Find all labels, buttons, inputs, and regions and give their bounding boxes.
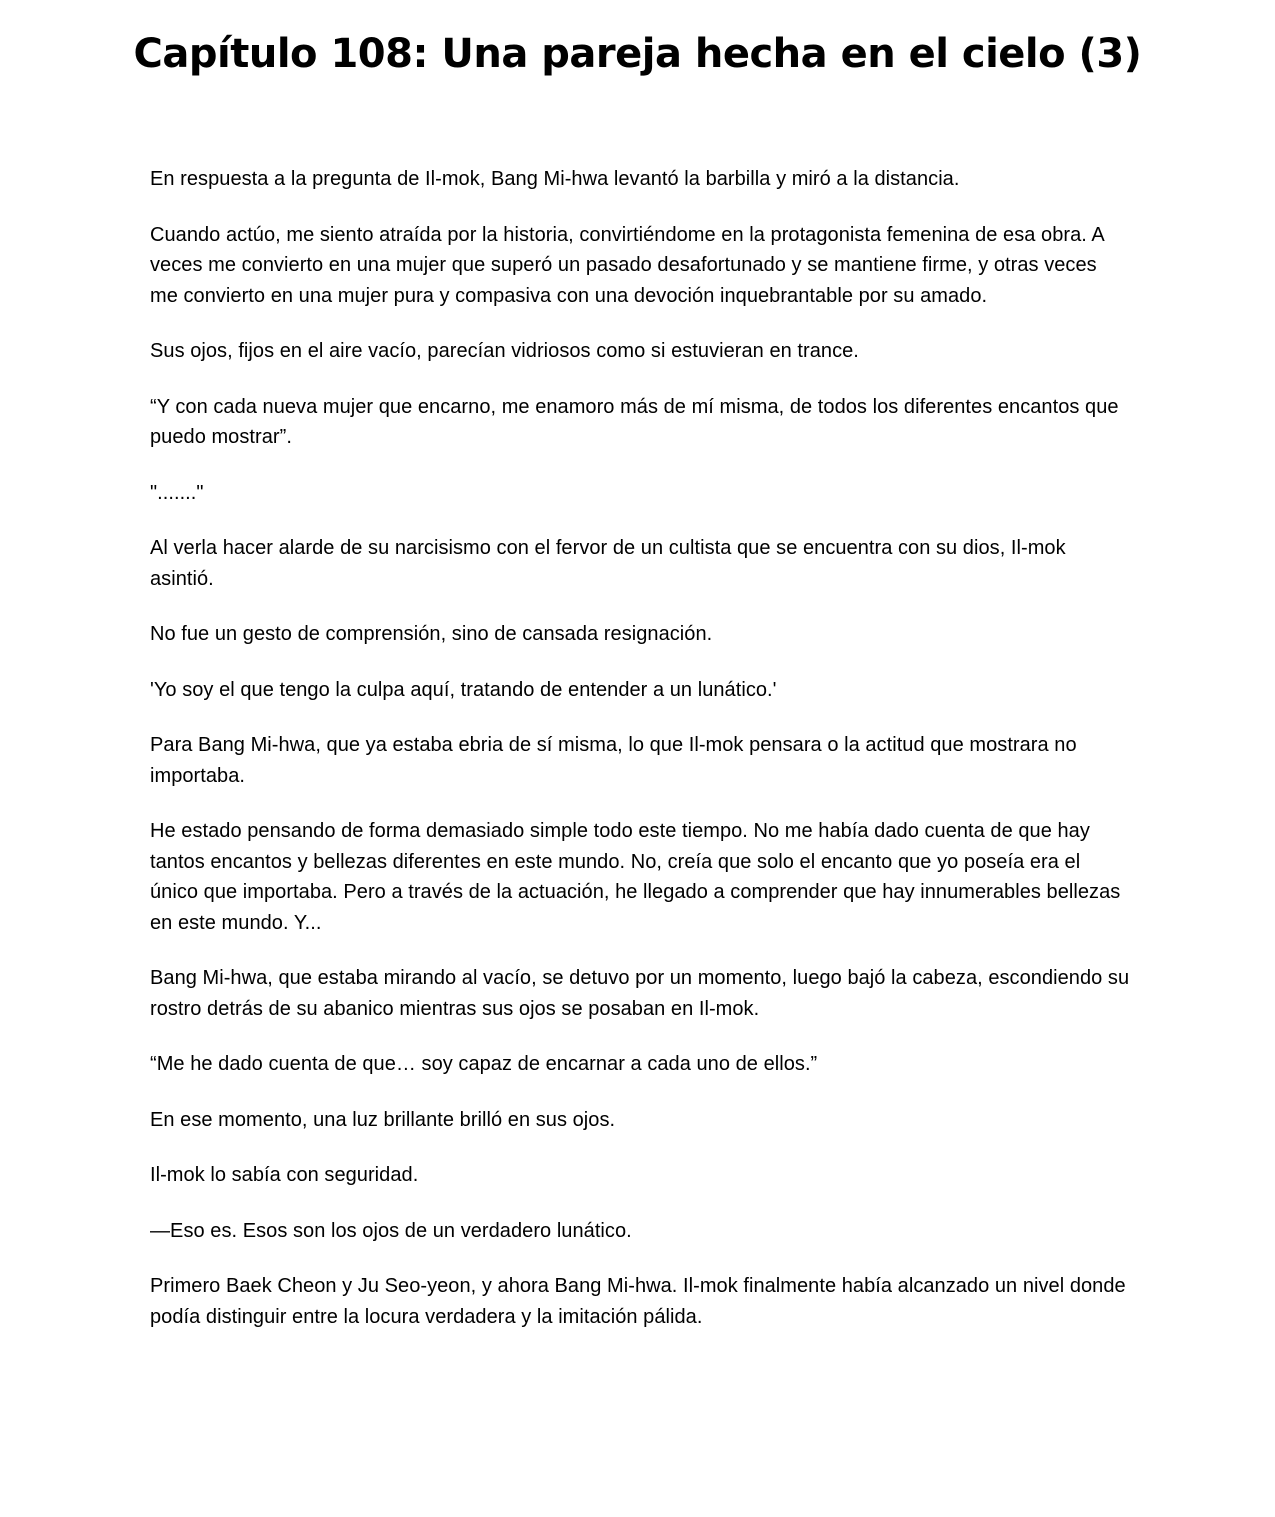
paragraph: Primero Baek Cheon y Ju Seo-yeon, y ahora Bang Mi-hwa. Il-mok finalmente había alcanzado un nivel donde podía distinguir entre la locura verdadera y la imitación pálida. bbox=[150, 1275, 1126, 1328]
paragraph: He estado pensando de forma demasiado simple todo este tiempo. No me había dado cuenta de que hay tantos encantos y bellezas diferentes en este mundo. No, creía que solo el encanto que yo poseía era el único que importaba. Pero a través de la actuación, he llegado a comprender que hay innumerables bellezas en este mundo. Y... bbox=[150, 820, 1121, 934]
paragraph: Para Bang Mi-hwa, que ya estaba ebria de sí misma, lo que Il-mok pensara o la actitud que mostrara no importaba. bbox=[150, 734, 1077, 787]
paragraph: “Y con cada nueva mujer que encarno, me enamoro más de mí misma, de todos los diferentes encantos que puedo mostrar”. bbox=[150, 395, 1119, 448]
paragraph: Sus ojos, fijos en el aire vacío, parecían vidriosos como si estuvieran en trance. bbox=[150, 340, 859, 362]
chapter-body bbox=[150, 164, 1130, 1357]
chapter-title: Capítulo 108: Una pareja hecha en el cielo (3) bbox=[133, 31, 1142, 77]
paragraph: Bang Mi-hwa, que estaba mirando al vacío, se detuvo por un momento, luego bajó la cabeza, escondiendo su rostro detrás de su abanico mientras sus ojos se posaban en Il-mok. bbox=[150, 967, 1130, 1020]
paragraph: En ese momento, una luz brillante brilló en sus ojos. bbox=[150, 1108, 616, 1131]
paragraph: Il-mok lo sabía con seguridad. bbox=[150, 1164, 419, 1186]
paragraph: "......." bbox=[150, 481, 204, 504]
paragraph: Al verla hacer alarde de su narcisismo con el fervor de un cultista que se encuentra con su dios, Il-mok asintió. bbox=[150, 537, 1066, 590]
paragraph: —Eso es. Esos son los ojos de un verdadero lunático. bbox=[150, 1219, 632, 1242]
paragraph: En respuesta a la pregunta de Il-mok, Bang Mi-hwa levantó la barbilla y miró a la distancia. bbox=[150, 168, 960, 190]
paragraph: 'Yo soy el que tengo la culpa aquí, tratando de entender a un lunático.' bbox=[150, 678, 777, 701]
paragraph: No fue un gesto de comprensión, sino de cansada resignación. bbox=[150, 623, 713, 645]
paragraph: Cuando actúo, me siento atraída por la historia, convirtiéndome en la protagonista femenina de esa obra. A veces me convierto en una mujer que superó un pasado desafortunado y se mantiene firme, y otras veces me convierto en una mujer pura y compasiva con una devoción inquebrantable por su amado. bbox=[150, 223, 1104, 307]
paragraph: “Me he dado cuenta de que… soy capaz de encarnar a cada uno de ellos.” bbox=[150, 1053, 818, 1075]
